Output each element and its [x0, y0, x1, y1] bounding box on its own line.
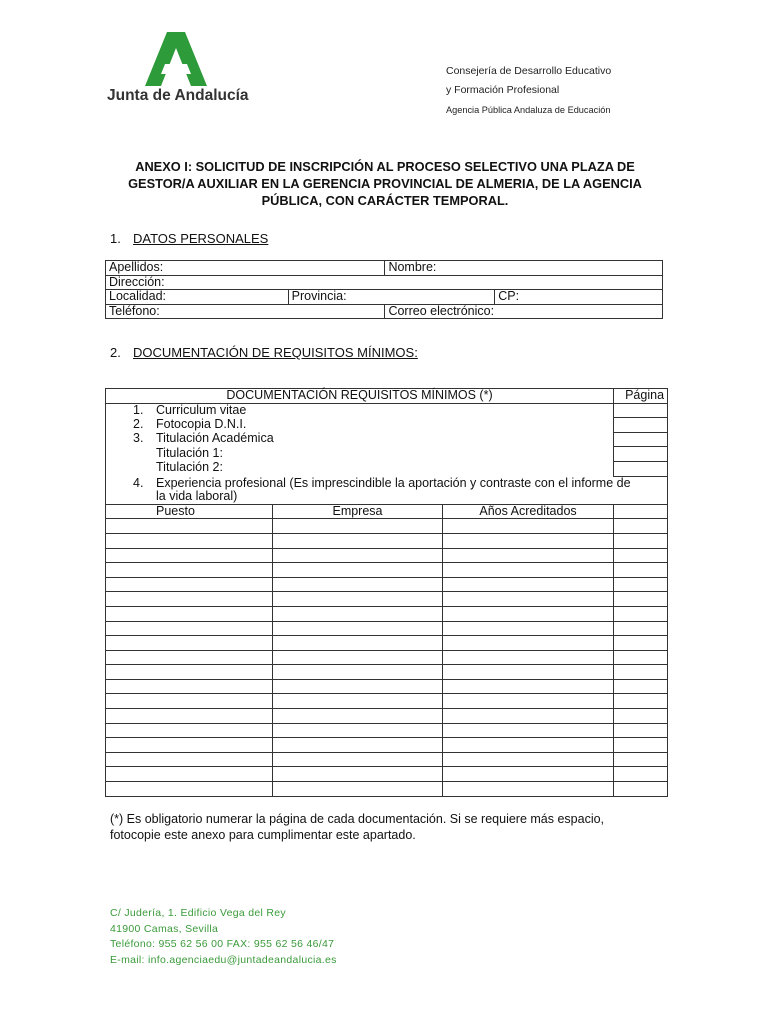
page-cell[interactable]: [614, 519, 668, 534]
titulacion-2-field[interactable]: Titulación 2:: [106, 461, 614, 476]
table-row: [106, 533, 668, 548]
table-row: [106, 592, 668, 607]
empresa-cell[interactable]: [273, 533, 443, 548]
page-cell[interactable]: [614, 679, 668, 694]
document-title: [95, 158, 675, 209]
list-item: 3. Titulación Académica: [106, 432, 614, 447]
section-1-number: 1.: [110, 231, 121, 246]
table-row: [106, 694, 668, 709]
anos-cell[interactable]: [443, 636, 614, 651]
page-cell[interactable]: [614, 636, 668, 651]
puesto-cell[interactable]: [106, 767, 273, 782]
localidad-field[interactable]: Localidad:: [106, 290, 289, 305]
anos-cell[interactable]: [443, 519, 614, 534]
page-cell[interactable]: [614, 665, 668, 680]
puesto-cell[interactable]: [106, 723, 273, 738]
page-cell[interactable]: [614, 548, 668, 563]
table-row: [106, 606, 668, 621]
org-line-3: Agencia Pública Andaluza de Educación: [446, 105, 611, 115]
table-row: [106, 709, 668, 724]
telefono-field[interactable]: Teléfono:: [106, 304, 385, 319]
anos-cell[interactable]: [443, 709, 614, 724]
puesto-cell[interactable]: [106, 679, 273, 694]
page-cell[interactable]: [614, 650, 668, 665]
section-2-label: DOCUMENTACIÓN DE REQUISITOS MÍNIMOS:: [133, 345, 418, 360]
titulacion-1-field[interactable]: Titulación 1:: [106, 447, 614, 462]
page-cell[interactable]: [614, 533, 668, 548]
page-cell[interactable]: [614, 738, 668, 753]
puesto-cell[interactable]: [106, 563, 273, 578]
puesto-cell[interactable]: [106, 752, 273, 767]
page-header: Página: [614, 389, 668, 404]
anos-cell[interactable]: [443, 650, 614, 665]
puesto-cell[interactable]: [106, 709, 273, 724]
empresa-cell[interactable]: [273, 709, 443, 724]
empresa-cell[interactable]: [273, 606, 443, 621]
puesto-cell[interactable]: [106, 533, 273, 548]
anos-cell[interactable]: [443, 533, 614, 548]
page-cell[interactable]: [614, 694, 668, 709]
page-cell[interactable]: [614, 563, 668, 578]
anos-cell[interactable]: [443, 606, 614, 621]
empresa-cell[interactable]: [273, 752, 443, 767]
col-empresa: Empresa: [273, 504, 443, 519]
empresa-cell[interactable]: [273, 738, 443, 753]
experience-rows: [106, 519, 668, 796]
table-row: [106, 665, 668, 680]
footer-contact: [110, 906, 337, 968]
page-cell[interactable]: [614, 752, 668, 767]
empresa-cell[interactable]: [273, 563, 443, 578]
page-cell[interactable]: [614, 767, 668, 782]
page-cell[interactable]: [614, 621, 668, 636]
section-1-label: DATOS PERSONALES: [133, 231, 269, 246]
logo: [107, 30, 247, 110]
junta-andalucia-logo-icon: [145, 30, 207, 86]
anos-cell[interactable]: [443, 752, 614, 767]
logo-text: Junta de Andalucía: [107, 87, 249, 104]
empresa-cell[interactable]: [273, 592, 443, 607]
table-row: [106, 723, 668, 738]
requirements-table: [105, 388, 668, 797]
page-cell[interactable]: [614, 447, 668, 462]
empresa-cell[interactable]: [273, 548, 443, 563]
footer-address-2: 41900 Camas, Sevilla: [110, 922, 219, 935]
anos-cell[interactable]: [443, 592, 614, 607]
page-cell[interactable]: [614, 577, 668, 592]
anos-cell[interactable]: [443, 782, 614, 797]
puesto-cell[interactable]: [106, 694, 273, 709]
anos-cell[interactable]: [443, 723, 614, 738]
provincia-field[interactable]: Provincia:: [288, 290, 495, 305]
col-anos: Años Acreditados: [443, 504, 614, 519]
puesto-cell[interactable]: [106, 606, 273, 621]
puesto-cell[interactable]: [106, 636, 273, 651]
direccion-field[interactable]: Dirección:: [106, 275, 663, 290]
section-1-heading: [110, 231, 268, 246]
page-cell[interactable]: [614, 592, 668, 607]
personal-data-table: [105, 260, 663, 319]
org-line-2: y Formación Profesional: [446, 84, 560, 96]
table-row: [106, 636, 668, 651]
page-cell[interactable]: [614, 418, 668, 433]
empresa-cell[interactable]: [273, 636, 443, 651]
table-row: [106, 519, 668, 534]
empresa-cell[interactable]: [273, 621, 443, 636]
list-item-continuation: la vida laboral): [106, 490, 668, 504]
puesto-cell[interactable]: [106, 782, 273, 797]
footnote: [110, 811, 604, 843]
anos-cell[interactable]: [443, 679, 614, 694]
puesto-cell[interactable]: [106, 577, 273, 592]
footnote-line-2: fotocopie este anexo para cumplimentar este apartado.: [110, 828, 416, 842]
table-row: [106, 621, 668, 636]
title-line-3: PÚBLICA, CON CARÁCTER TEMPORAL.: [261, 193, 509, 208]
table-row: [106, 738, 668, 753]
empresa-cell[interactable]: [273, 650, 443, 665]
empresa-cell[interactable]: [273, 767, 443, 782]
puesto-cell[interactable]: [106, 650, 273, 665]
table-row: [106, 767, 668, 782]
page-cell[interactable]: [614, 606, 668, 621]
section-2-heading: [110, 345, 418, 360]
list-item: 2. Fotocopia D.N.I.: [106, 418, 614, 433]
title-line-2: GESTOR/A AUXILIAR EN LA GERENCIA PROVINCIAL DE ALMERIA, DE LA AGENCIA: [128, 176, 642, 191]
page-cell[interactable]: [614, 461, 668, 476]
anos-cell[interactable]: [443, 548, 614, 563]
anos-cell[interactable]: [443, 738, 614, 753]
empresa-cell[interactable]: [273, 577, 443, 592]
footnote-line-1: (*) Es obligatorio numerar la página de cada documentación. Si se requiere más espacio,: [110, 812, 605, 826]
footer-email: E-mail: info.agenciaedu@juntadeandalucia.es: [110, 953, 337, 966]
table-row: [106, 650, 668, 665]
puesto-cell[interactable]: [106, 738, 273, 753]
anos-cell[interactable]: [443, 665, 614, 680]
page-cell[interactable]: [614, 432, 668, 447]
table-row: [106, 548, 668, 563]
page-cell[interactable]: [614, 709, 668, 724]
table-row: [106, 577, 668, 592]
page-cell[interactable]: [614, 403, 668, 418]
table-row: [106, 752, 668, 767]
page-cell[interactable]: [614, 782, 668, 797]
anos-cell[interactable]: [443, 694, 614, 709]
puesto-cell[interactable]: [106, 665, 273, 680]
table-row: [106, 563, 668, 578]
page-cell[interactable]: [614, 723, 668, 738]
empresa-cell[interactable]: [273, 782, 443, 797]
anos-cell[interactable]: [443, 767, 614, 782]
requirements-header: DOCUMENTACIÓN REQUISITOS MÍNIMOS (*): [106, 389, 614, 404]
col-puesto: Puesto: [106, 504, 273, 519]
list-item: 1. Curriculum vitae: [106, 403, 614, 418]
correo-field[interactable]: Correo electrónico:: [385, 304, 663, 319]
apellidos-field[interactable]: Apellidos:: [106, 261, 385, 276]
empresa-cell[interactable]: [273, 694, 443, 709]
anos-cell[interactable]: [443, 621, 614, 636]
nombre-field[interactable]: Nombre:: [385, 261, 663, 276]
puesto-cell[interactable]: [106, 548, 273, 563]
table-row: [106, 679, 668, 694]
page-cell: [614, 504, 668, 519]
title-line-1: ANEXO I: SOLICITUD DE INSCRIPCIÓN AL PROCESO SELECTIVO UNA PLAZA DE: [135, 159, 635, 174]
section-2-number: 2.: [110, 345, 121, 360]
empresa-cell[interactable]: [273, 519, 443, 534]
empresa-cell[interactable]: [273, 665, 443, 680]
empresa-cell[interactable]: [273, 723, 443, 738]
empresa-cell[interactable]: [273, 679, 443, 694]
footer-phone: Teléfono: 955 62 56 00 FAX: 955 62 56 46/47: [110, 938, 335, 950]
puesto-cell[interactable]: [106, 519, 273, 534]
puesto-cell[interactable]: [106, 592, 273, 607]
list-item: 4. Experiencia profesional (Es imprescindible la aportación y contraste con el informe de: [106, 476, 668, 490]
anos-cell[interactable]: [443, 563, 614, 578]
cp-field[interactable]: CP:: [495, 290, 663, 305]
anos-cell[interactable]: [443, 577, 614, 592]
footer-address-1: C/ Judería, 1. Edificio Vega del Rey: [110, 907, 286, 919]
org-line-1: Consejería de Desarrollo Educativo: [446, 65, 612, 77]
table-row: [106, 782, 668, 797]
puesto-cell[interactable]: [106, 621, 273, 636]
